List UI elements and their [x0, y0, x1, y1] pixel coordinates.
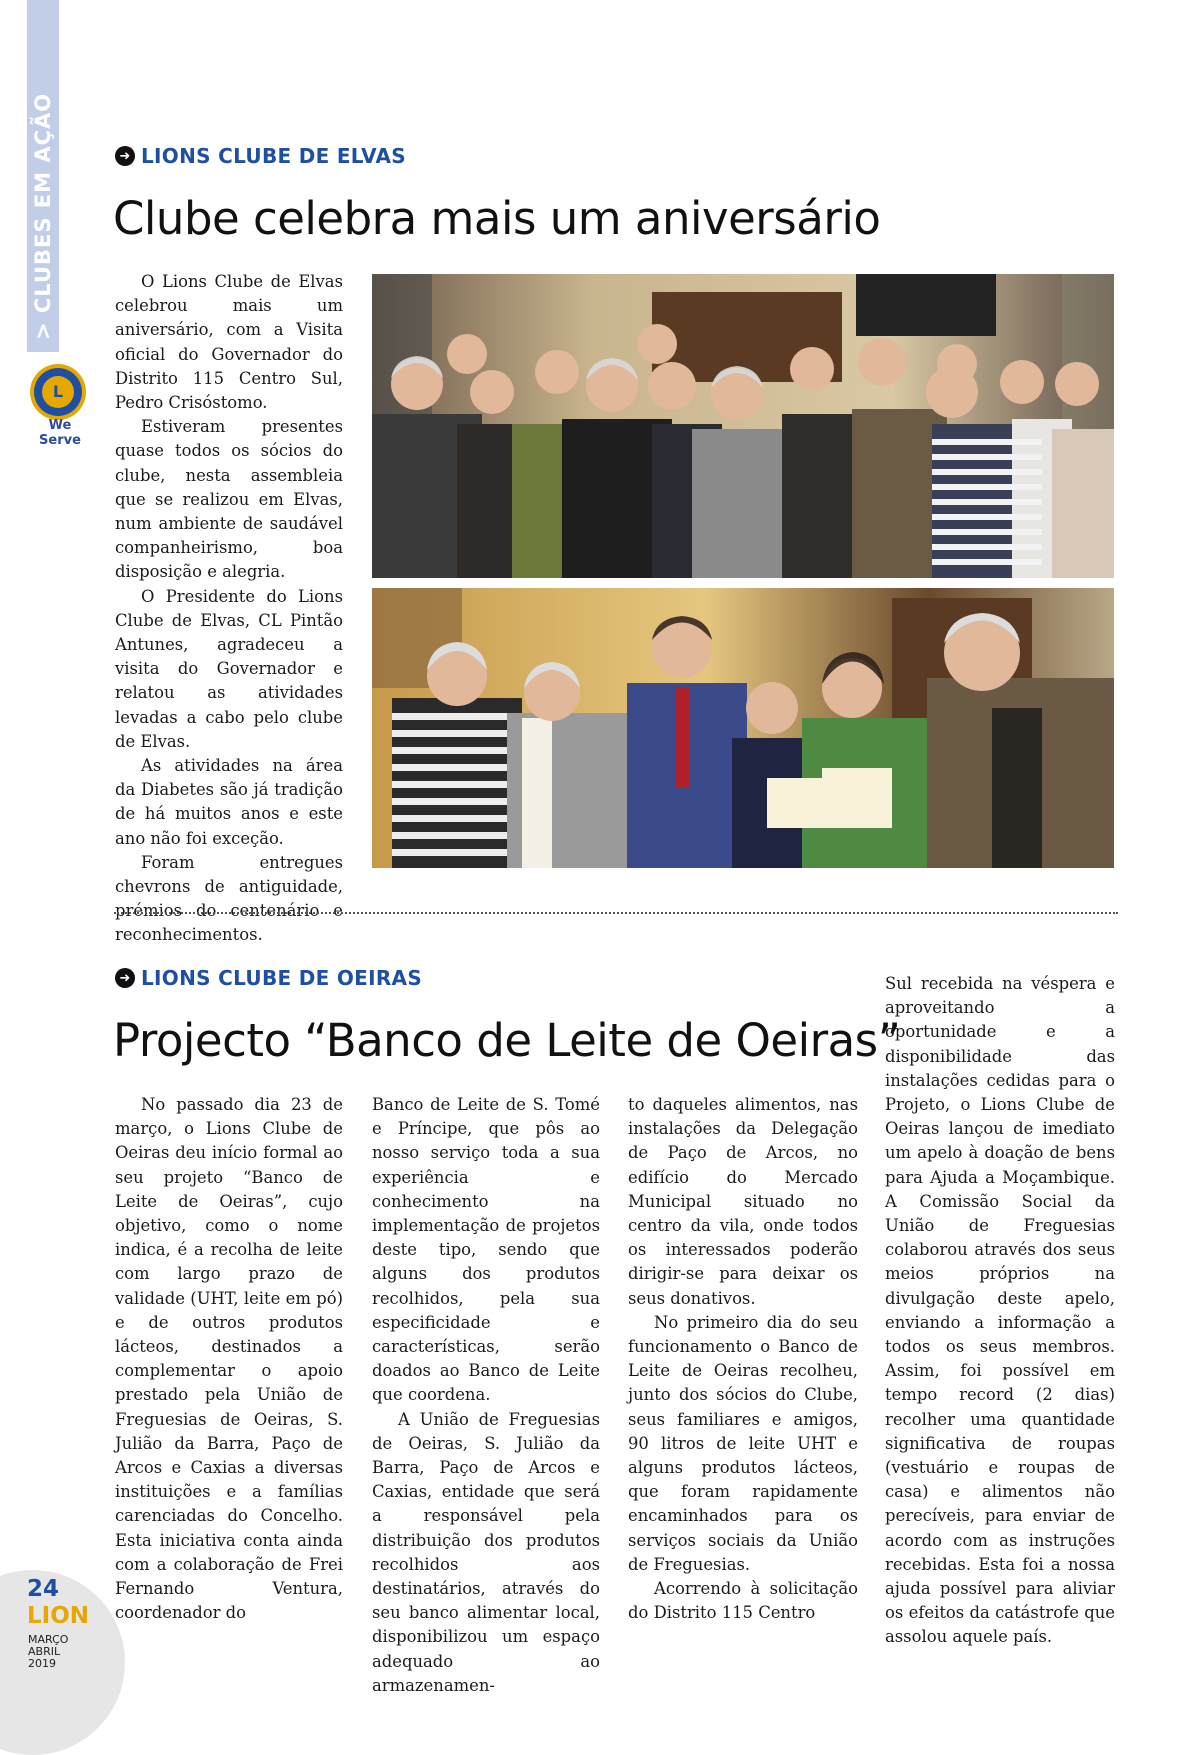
issue-date: [28, 1634, 68, 1670]
paragraph: No passado dia 23 de março, o Lions Clube de Oeiras deu início formal ao seu projeto “Banco de Leite de Oeiras”, cujo objetivo, como o nome indica, é a recolha de leite com largo prazo de validade (UHT, leite em pó) e de outros produtos lácteos, destinados a complementar o apoio prestado pela União de Freguesias de Oeiras, S. Julião da Barra, Paço de Arcos e Caxias a diversas instituições e a famílias carenciadas do Concelho. Esta iniciativa conta ainda com a colaboração de Frei Fernando Ventura, coordenador do: [115, 1095, 343, 1623]
article2-column-1: [115, 1093, 343, 1625]
lions-logo-icon: [28, 362, 88, 422]
issue-year: 2019: [28, 1657, 56, 1670]
issue-month-1: MARÇO: [28, 1633, 69, 1646]
article2-title: Projecto “Banco de Leite de Oeiras”: [113, 1014, 901, 1067]
paragraph: O Presidente do Lions Clube de Elvas, CL Pintão Antunes, agradeceu a visita do Governador e relatou as atividades levadas a cabo pelo clube de Elvas.: [115, 586, 343, 751]
article2-column-2: [372, 1093, 600, 1698]
paragraph: Banco de Leite de S. Tomé e Príncipe, que pôs ao nosso serviço toda a sua experiência e conhecimento na implementação de projetos deste tipo, sendo que alguns dos produtos recolhidos, pela sua especificidade e características, serão doados ao Banco de Leite que coordena.: [372, 1095, 600, 1405]
article1-title: Clube celebra mais um aniversário: [113, 192, 881, 245]
magazine-name: LION: [27, 1603, 90, 1629]
paragraph: A União de Freguesias de Oeiras, S. Julião da Barra, Paço de Arcos e Caxias, entidade que será a responsável pela distribuição dos produtos recolhidos aos destinatários, através do seu banco alimentar local, disponibilizou um espaço adequado ao armazenamen-: [372, 1409, 600, 1695]
group-photo-2: [372, 588, 1114, 868]
paragraph: No primeiro dia do seu funcionamento o Banco de Leite de Oeiras recolheu, junto dos sócios do Clube, seus familiares e amigos, 90 litros de leite UHT e alguns produtos lácteos, que foram rapidamente encaminhados para os serviços sociais da União de Freguesias.: [628, 1312, 858, 1574]
paragraph: O Lions Clube de Elvas celebrou mais um aniversário, com a Visita oficial do Governador do Distrito 115 Centro Sul, Pedro Crisóstomo.: [115, 272, 343, 413]
paragraph: As atividades na área da Diabetes são já tradição de há muitos anos e este ano não foi exceção.: [115, 756, 343, 848]
article2-column-4: [885, 972, 1115, 1650]
article2-column-3: [628, 1093, 858, 1625]
arrow-right-icon: ➜: [115, 968, 135, 988]
article1-kicker-text: LIONS CLUBE DE ELVAS: [141, 144, 406, 168]
arrow-right-icon: ➜: [115, 146, 135, 166]
issue-month-2: ABRIL: [28, 1645, 61, 1658]
logo-tagline: We Serve: [39, 418, 81, 448]
article2-kicker-text: LIONS CLUBE DE OEIRAS: [141, 966, 423, 990]
article1-body: [115, 270, 343, 948]
paragraph: to daqueles alimentos, nas instalações da Delegação de Paço de Arcos, no edifício do Mercado Municipal situado no centro da vila, onde todos os interessados poderão dirigir-se para deixar os seus donativos.: [628, 1095, 858, 1308]
group-photo-1: [372, 274, 1114, 578]
section-divider: [114, 912, 1118, 914]
article2-kicker: [115, 966, 422, 990]
article1-kicker: [115, 144, 406, 168]
section-rail-label: > CLUBES EM AÇÃO: [31, 92, 55, 340]
paragraph: Sul recebida na véspera e aproveitando a oportunidade e a disponibilidade das instalações cedidas para o Projeto, o Lions Clube de Oeiras lançou de imediato um apelo à doação de bens para Ajuda a Moçambique. A Comissão Social da União de Freguesias colaborou através dos seus meios próprios na divulgação deste apelo, enviando a informação a todos os seus membros. Assim, foi possível em tempo record (2 dias) recolher uma quantidade significativa de roupas (vestuário e roupas de casa) e alimentos não perecíveis, para enviar de acordo com as instruções recebidas. Esta foi a nossa ajuda possível para aliviar os efeitos da catástrofe que assolou aquele país.: [885, 974, 1115, 1647]
paragraph: Estiveram presentes quase todos os sócios do clube, nesta assembleia que se realizou em Elvas, num ambiente de saudável companheirismo, boa disposição e alegria.: [115, 417, 343, 582]
page-number: 24: [27, 1576, 60, 1602]
svg-text:L: L: [52, 382, 64, 401]
paragraph: Acorrendo à solicitação do Distrito 115 Centro: [628, 1579, 858, 1623]
paragraph: Foram entregues chevrons de antiguidade, prémios do centenário e reconhecimentos.: [115, 852, 343, 945]
